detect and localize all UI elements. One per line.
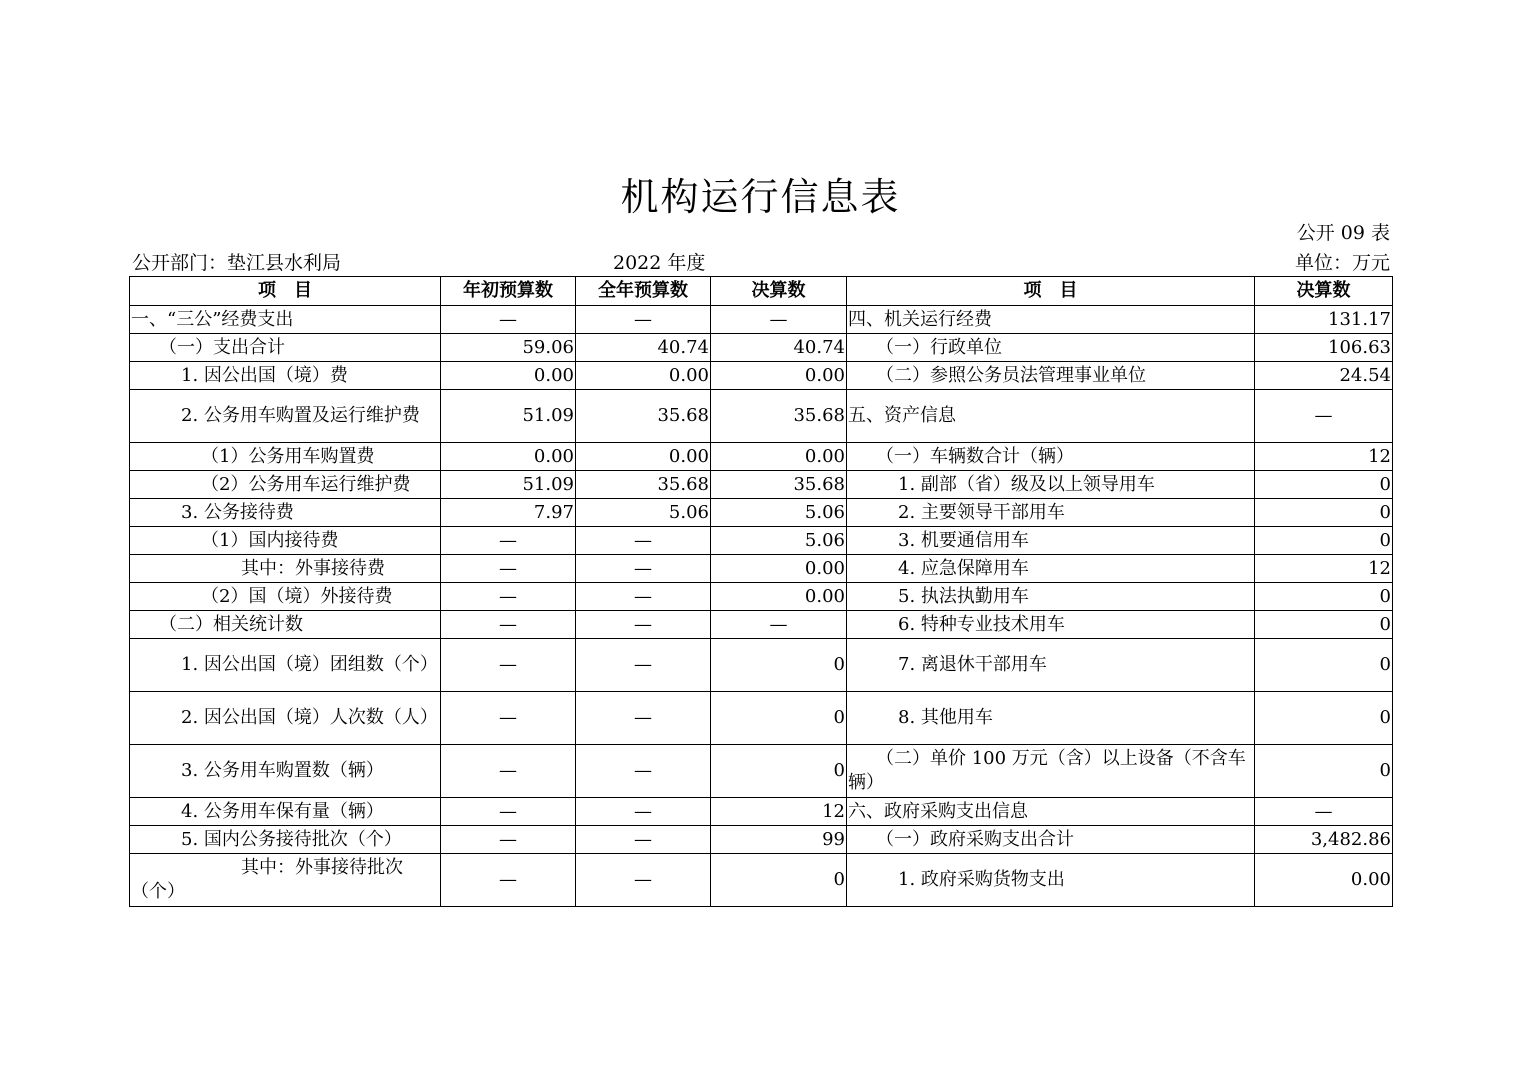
initial-budget-value: 59.06: [441, 334, 576, 362]
final-account-value-right: 0: [1255, 583, 1393, 611]
header-initial-budget: 年初预算数: [441, 277, 576, 306]
table-row: [130, 390, 1393, 443]
final-account-value-right: —: [1255, 798, 1393, 826]
final-account-value: —: [711, 611, 847, 639]
final-account-value-right: 0: [1255, 745, 1393, 798]
full-year-budget-value: 35.68: [576, 471, 711, 499]
final-account-value-right: 12: [1255, 443, 1393, 471]
table-row: [130, 826, 1393, 854]
final-account-value-right: 0: [1255, 499, 1393, 527]
header-item-left: 项 目: [130, 277, 441, 306]
initial-budget-value: —: [441, 306, 576, 334]
table-row: [130, 798, 1393, 826]
row-item-label-right: 5. 执法执勤用车: [847, 583, 1255, 611]
table-row: [130, 527, 1393, 555]
row-item-label-right: 8. 其他用车: [847, 692, 1255, 745]
fiscal-year: 2022 年度: [613, 252, 706, 274]
row-item-label-right: 六、政府采购支出信息: [847, 798, 1255, 826]
department-label: 公开部门：垫江县水利局: [132, 252, 342, 274]
table-row: [130, 555, 1393, 583]
header-item-right: 项 目: [847, 277, 1255, 306]
final-account-value: 0.00: [711, 583, 847, 611]
row-item-label: 其中：外事接待批次（个）: [130, 854, 441, 907]
row-item-label: 3. 公务用车购置数（辆）: [130, 745, 441, 798]
row-item-label: （1）公务用车购置费: [130, 443, 441, 471]
row-item-label: 2. 公务用车购置及运行维护费: [130, 390, 441, 443]
final-account-value: 0: [711, 854, 847, 907]
row-item-label: 1. 因公出国（境）团组数（个）: [130, 639, 441, 692]
initial-budget-value: 7.97: [441, 499, 576, 527]
row-item-label-right: （二）参照公务员法管理事业单位: [847, 362, 1255, 390]
table-row: [130, 443, 1393, 471]
final-account-value-right: 12: [1255, 555, 1393, 583]
full-year-budget-value: —: [576, 854, 711, 907]
table-row: [130, 583, 1393, 611]
row-item-label-right: （一）政府采购支出合计: [847, 826, 1255, 854]
table-row: [130, 745, 1393, 798]
final-account-value: 5.06: [711, 527, 847, 555]
final-account-value-right: 0: [1255, 471, 1393, 499]
page-title: 机构运行信息表: [620, 175, 901, 219]
final-account-value: 0.00: [711, 362, 847, 390]
table-body: [130, 306, 1393, 907]
final-account-value: 0: [711, 745, 847, 798]
initial-budget-value: 0.00: [441, 443, 576, 471]
row-item-label-right: 3. 机要通信用车: [847, 527, 1255, 555]
row-item-label: （2）国（境）外接待费: [130, 583, 441, 611]
full-year-budget-value: 40.74: [576, 334, 711, 362]
final-account-value: 0.00: [711, 443, 847, 471]
final-account-value: 40.74: [711, 334, 847, 362]
table-row: [130, 692, 1393, 745]
initial-budget-value: —: [441, 854, 576, 907]
header-final-account-right: 决算数: [1255, 277, 1393, 306]
table-row: [130, 854, 1393, 907]
row-item-label: （2）公务用车运行维护费: [130, 471, 441, 499]
row-item-label-right: 1. 副部（省）级及以上领导用车: [847, 471, 1255, 499]
final-account-value-right: 24.54: [1255, 362, 1393, 390]
row-item-label: 一、“三公”经费支出: [130, 306, 441, 334]
row-item-label-right: 五、资产信息: [847, 390, 1255, 443]
initial-budget-value: —: [441, 583, 576, 611]
full-year-budget-value: —: [576, 798, 711, 826]
initial-budget-value: 51.09: [441, 471, 576, 499]
final-account-value-right: —: [1255, 390, 1393, 443]
row-item-label-right: 四、机关运行经费: [847, 306, 1255, 334]
header-full-year-budget: 全年预算数: [576, 277, 711, 306]
row-item-label: （二）相关统计数: [130, 611, 441, 639]
header-final-account: 决算数: [711, 277, 847, 306]
table-row: [130, 499, 1393, 527]
final-account-value: 99: [711, 826, 847, 854]
initial-budget-value: —: [441, 527, 576, 555]
full-year-budget-value: 5.06: [576, 499, 711, 527]
table-row: [130, 611, 1393, 639]
full-year-budget-value: 0.00: [576, 443, 711, 471]
full-year-budget-value: 0.00: [576, 362, 711, 390]
row-item-label-right: 1. 政府采购货物支出: [847, 854, 1255, 907]
full-year-budget-value: —: [576, 692, 711, 745]
final-account-value-right: 131.17: [1255, 306, 1393, 334]
initial-budget-value: 51.09: [441, 390, 576, 443]
unit-label: 单位：万元: [1294, 252, 1390, 274]
final-account-value-right: 106.63: [1255, 334, 1393, 362]
initial-budget-value: —: [441, 692, 576, 745]
row-item-label-right: 6. 特种专业技术用车: [847, 611, 1255, 639]
final-account-value-right: 0: [1255, 639, 1393, 692]
table-row: [130, 334, 1393, 362]
final-account-value-right: 3,482.86: [1255, 826, 1393, 854]
table-row: [130, 639, 1393, 692]
form-number: 公开 09 表: [1296, 222, 1390, 244]
row-item-label-right: （二）单价 100 万元（含）以上设备（不含车辆）: [847, 745, 1255, 798]
initial-budget-value: —: [441, 555, 576, 583]
final-account-value: 0: [711, 692, 847, 745]
full-year-budget-value: 35.68: [576, 390, 711, 443]
table-header-row: [130, 277, 1393, 306]
final-account-value: 12: [711, 798, 847, 826]
row-item-label: 4. 公务用车保有量（辆）: [130, 798, 441, 826]
row-item-label-right: （一）行政单位: [847, 334, 1255, 362]
final-account-value: 35.68: [711, 390, 847, 443]
full-year-budget-value: —: [576, 611, 711, 639]
initial-budget-value: —: [441, 639, 576, 692]
full-year-budget-value: —: [576, 527, 711, 555]
table-row: [130, 362, 1393, 390]
final-account-value: 0.00: [711, 555, 847, 583]
table-row: [130, 306, 1393, 334]
initial-budget-value: —: [441, 826, 576, 854]
row-item-label: 2. 因公出国（境）人次数（人）: [130, 692, 441, 745]
info-table: [129, 276, 1393, 907]
full-year-budget-value: —: [576, 639, 711, 692]
final-account-value: 35.68: [711, 471, 847, 499]
row-item-label-right: 7. 离退休干部用车: [847, 639, 1255, 692]
full-year-budget-value: —: [576, 826, 711, 854]
row-item-label-right: 2. 主要领导干部用车: [847, 499, 1255, 527]
final-account-value: —: [711, 306, 847, 334]
row-item-label: （1）国内接待费: [130, 527, 441, 555]
row-item-label: （一）支出合计: [130, 334, 441, 362]
row-item-label-right: （一）车辆数合计（辆）: [847, 443, 1255, 471]
row-item-label: 其中：外事接待费: [130, 555, 441, 583]
final-account-value-right: 0: [1255, 611, 1393, 639]
initial-budget-value: —: [441, 611, 576, 639]
full-year-budget-value: —: [576, 306, 711, 334]
row-item-label: 1. 因公出国（境）费: [130, 362, 441, 390]
final-account-value: 5.06: [711, 499, 847, 527]
full-year-budget-value: —: [576, 555, 711, 583]
initial-budget-value: —: [441, 745, 576, 798]
row-item-label-right: 4. 应急保障用车: [847, 555, 1255, 583]
row-item-label: 3. 公务接待费: [130, 499, 441, 527]
final-account-value-right: 0.00: [1255, 854, 1393, 907]
full-year-budget-value: —: [576, 745, 711, 798]
full-year-budget-value: —: [576, 583, 711, 611]
final-account-value-right: 0: [1255, 527, 1393, 555]
final-account-value-right: 0: [1255, 692, 1393, 745]
final-account-value: 0: [711, 639, 847, 692]
initial-budget-value: —: [441, 798, 576, 826]
initial-budget-value: 0.00: [441, 362, 576, 390]
table-row: [130, 471, 1393, 499]
row-item-label: 5. 国内公务接待批次（个）: [130, 826, 441, 854]
